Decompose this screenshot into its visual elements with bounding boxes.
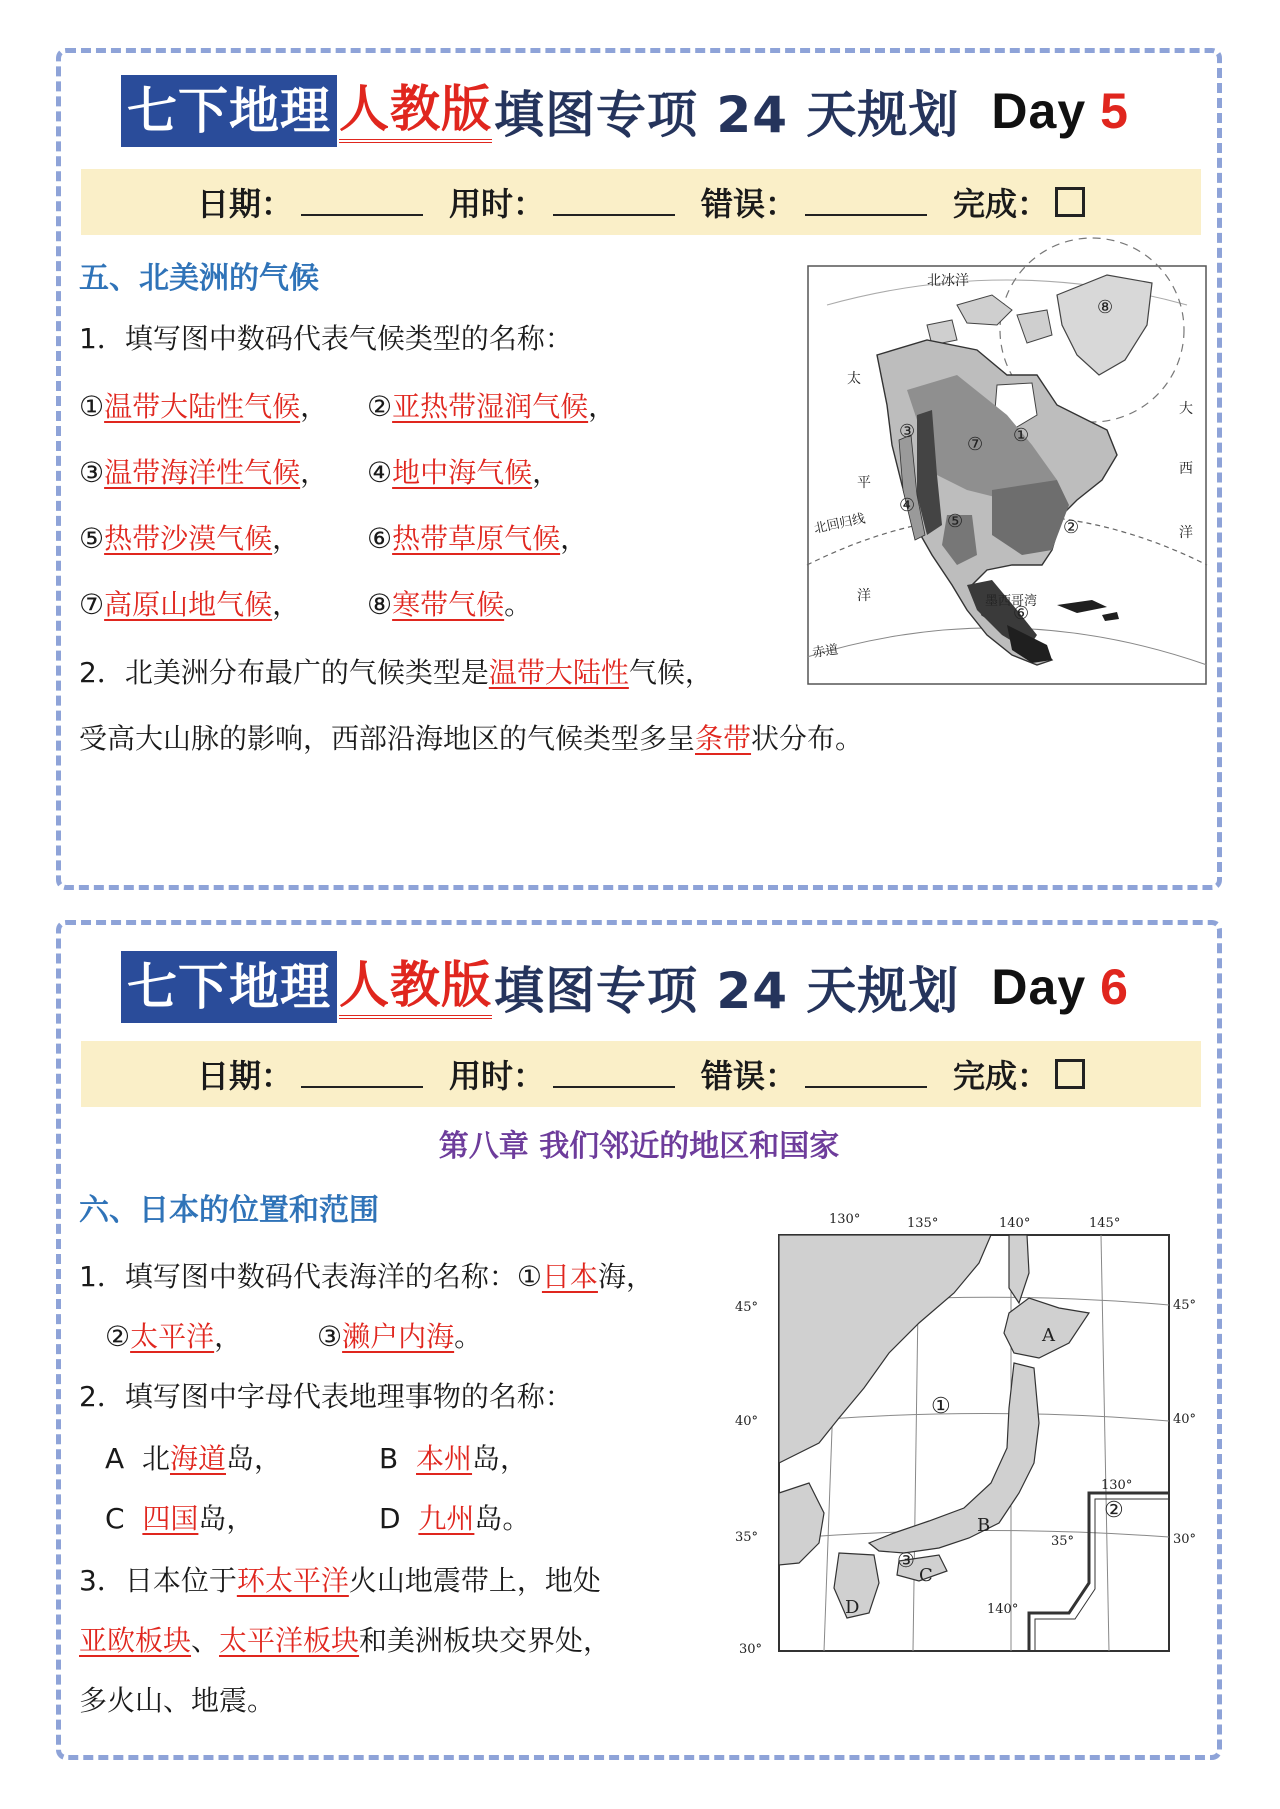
answer-2: ②亚热带湿润气候， bbox=[367, 390, 617, 423]
title-day-label: Day bbox=[991, 959, 1087, 1015]
done-label: 完成： bbox=[953, 185, 1050, 223]
title-edition: 人教版 bbox=[339, 79, 492, 143]
date-label: 日期： bbox=[196, 1057, 293, 1095]
lat-label-40-right: 40° bbox=[1173, 1412, 1197, 1427]
map-label-pacific-2: 平 bbox=[857, 475, 871, 491]
map-letter-d: D bbox=[845, 1597, 860, 1618]
answer-8: ⑧寒带气候。 bbox=[367, 588, 533, 621]
done-checkbox[interactable] bbox=[1055, 187, 1085, 217]
map-mark-8: ⑧ bbox=[1097, 297, 1114, 318]
question-1-answer-2: ②太平洋， bbox=[105, 1320, 243, 1353]
map-mark-7: ⑦ bbox=[967, 434, 984, 455]
day6-card bbox=[56, 920, 1222, 1760]
day6-progress-band bbox=[81, 1041, 1201, 1107]
section-heading: 六、日本的位置和范围 bbox=[79, 1193, 379, 1228]
time-blank[interactable] bbox=[553, 1060, 675, 1088]
map-label-atlantic-3: 洋 bbox=[1179, 525, 1193, 541]
inset-lat-35: 35° bbox=[1051, 1534, 1075, 1549]
map-mark-3: ③ bbox=[899, 421, 916, 442]
title-subject: 七下地理 bbox=[121, 75, 337, 147]
title-plan: 填图专项 24 天规划 bbox=[494, 962, 960, 1020]
lon-label-145: 145° bbox=[1089, 1216, 1121, 1231]
day6-title bbox=[121, 951, 1129, 1023]
map-mark-5: ⑤ bbox=[947, 511, 964, 532]
answer-7: ⑦高原山地气候， bbox=[79, 588, 301, 621]
island-d: D 九州岛。 bbox=[379, 1502, 531, 1535]
question-2: 2．填写图中字母代表地理事物的名称： bbox=[79, 1380, 573, 1413]
done-checkbox[interactable] bbox=[1055, 1059, 1085, 1089]
title-day-number: 5 bbox=[1100, 83, 1129, 139]
map-label-atlantic-2: 西 bbox=[1179, 461, 1193, 477]
question-1-answer-3: ③濑户内海。 bbox=[317, 1320, 483, 1353]
map-mark-3: ③ bbox=[897, 1548, 915, 1572]
done-label: 完成： bbox=[953, 1057, 1050, 1095]
map-label-pacific-3: 洋 bbox=[857, 588, 871, 604]
island-b: B 本州岛， bbox=[379, 1442, 529, 1475]
north-america-climate-map bbox=[807, 265, 1207, 685]
day5-progress-band bbox=[81, 169, 1201, 235]
date-blank[interactable] bbox=[301, 188, 423, 216]
inset-lon-140: 140° bbox=[987, 1602, 1019, 1617]
answer-1: ①温带大陆性气候， bbox=[79, 390, 329, 423]
answer-4: ④地中海气候， bbox=[367, 456, 561, 489]
errors-blank[interactable] bbox=[805, 188, 927, 216]
lat-label-35-left: 35° bbox=[735, 1530, 759, 1545]
map-label-gulf: 墨西哥湾 bbox=[985, 594, 1038, 609]
map-label-pacific-1: 太 bbox=[847, 371, 861, 387]
title-day-number: 6 bbox=[1100, 959, 1129, 1015]
question-3: 3．日本位于环太平洋火山地震带上，地处 bbox=[79, 1564, 601, 1597]
title-edition: 人教版 bbox=[339, 955, 492, 1019]
date-label: 日期： bbox=[196, 185, 293, 223]
answer-6: ⑥热带草原气候， bbox=[367, 522, 589, 555]
question-1: 1．填写图中数码代表海洋的名称：①日本海， bbox=[79, 1260, 654, 1293]
inset-lon-130: 130° bbox=[1101, 1478, 1133, 1493]
map-letter-c: C bbox=[919, 1565, 933, 1586]
chapter-heading: 第八章 我们邻近的地区和国家 bbox=[438, 1129, 840, 1164]
lon-label-130: 130° bbox=[829, 1212, 861, 1227]
title-subject: 七下地理 bbox=[121, 951, 337, 1023]
answer-3: ③温带海洋性气候， bbox=[79, 456, 329, 489]
lat-label-30-left: 30° bbox=[739, 1642, 763, 1657]
map-letter-b: B bbox=[977, 1515, 991, 1536]
day5-card bbox=[56, 48, 1222, 890]
errors-label: 错误： bbox=[701, 185, 798, 223]
time-label: 用时： bbox=[448, 1057, 545, 1095]
time-label: 用时： bbox=[448, 185, 545, 223]
day5-title bbox=[121, 75, 1129, 147]
map-mark-2: ② bbox=[1063, 517, 1080, 538]
question-3-end: 多火山、地震。 bbox=[79, 1684, 276, 1717]
map-label-arctic: 北冰洋 bbox=[927, 273, 969, 289]
lon-label-140: 140° bbox=[999, 1216, 1031, 1231]
question-1: 1．填写图中数码代表气候类型的名称： bbox=[79, 322, 573, 355]
question-3-continued: 亚欧板块、太平洋板块和美洲板块交界处， bbox=[79, 1624, 612, 1657]
map-mark-1: ① bbox=[931, 1394, 951, 1419]
section-heading: 五、北美洲的气候 bbox=[79, 261, 319, 296]
answer-5: ⑤热带沙漠气候， bbox=[79, 522, 301, 555]
map-letter-a: A bbox=[1042, 1325, 1055, 1346]
title-day-label: Day bbox=[991, 83, 1087, 139]
map-label-equator: 赤道 bbox=[811, 642, 840, 661]
lat-label-40-left: 40° bbox=[735, 1414, 759, 1429]
title-plan: 填图专项 24 天规划 bbox=[494, 86, 960, 144]
time-blank[interactable] bbox=[553, 188, 675, 216]
map-mark-6: ⑥ bbox=[1013, 603, 1030, 624]
lon-label-135: 135° bbox=[907, 1216, 939, 1231]
question-2-continued: 受高大山脉的影响，西部沿海地区的气候类型多呈条带状分布。 bbox=[79, 722, 864, 755]
lat-label-45-left: 45° bbox=[735, 1300, 759, 1315]
map-label-tropic: 北回归线 bbox=[812, 511, 867, 537]
lat-label-30-right: 30° bbox=[1173, 1532, 1197, 1547]
map-label-atlantic-1: 大 bbox=[1179, 401, 1193, 417]
island-c: C 四国岛， bbox=[105, 1502, 255, 1535]
errors-blank[interactable] bbox=[805, 1060, 927, 1088]
map-mark-2: ② bbox=[1104, 1498, 1124, 1523]
map-mark-1: ① bbox=[1013, 425, 1030, 446]
lat-label-45-right: 45° bbox=[1173, 1298, 1197, 1313]
japan-map bbox=[729, 1193, 1197, 1663]
errors-label: 错误： bbox=[701, 1057, 798, 1095]
date-blank[interactable] bbox=[301, 1060, 423, 1088]
map-mark-4: ④ bbox=[899, 495, 916, 516]
island-a: A 北海道岛， bbox=[105, 1442, 283, 1475]
question-2: 2．北美洲分布最广的气候类型是温带大陆性气候， bbox=[79, 656, 713, 689]
